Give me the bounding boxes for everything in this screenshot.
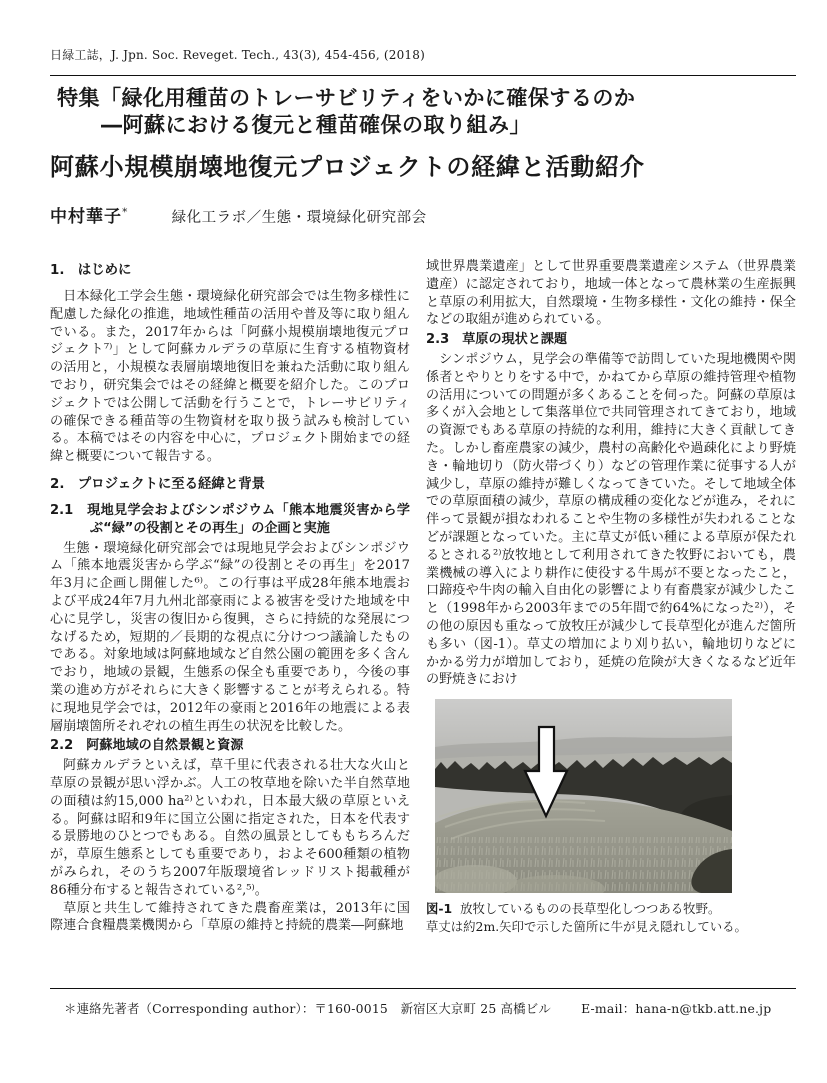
corresponding-author-mark: *: [122, 205, 129, 219]
figure-1-label: 図-1: [426, 901, 453, 917]
corresponding-author-email: E-mail：hana-n@tkb.att.ne.jp: [581, 1001, 772, 1016]
author-affiliation: 緑化工ラボ／生態・環境緑化研究部会: [171, 210, 427, 226]
journal-citation: 日緑工誌，J. Jpn. Soc. Reveget. Tech., 43(3), 454-456, (2018): [50, 48, 425, 62]
section-1-paragraph: 日本緑化工学会生態・環境緑化研究部会では生物多様性に配慮した緑化の推進，地域性種苗の活用や普及等に取り組んでいる。また，2017年からは「阿蘇小規模崩壊地復元プロジェクト⁷⁾」として阿蘇カルデラの草原に生育する植物資材の活用と，小規模な表層崩壊地復旧を兼ねた活動に取り組んでおり，研究集会ではその経緯と概要を紹介した。このプロジェクトでは公開して活動を行うことで，トレーサビリティの確保できる種苗等の生物資材を取り扱う試みも検討している。本稿ではその内容を中心に，プロジェクト開始までの経緯と概要について報告する。: [50, 289, 410, 465]
article-title: 阿蘇小規模崩壊地復元プロジェクトの経緯と活動紹介: [50, 153, 645, 181]
figure-1-caption-text: 放牧しているものの長草型化しつつある牧野。: [460, 901, 721, 917]
special-feature-heading: [57, 85, 787, 139]
section-2-1-heading: 2.1 現地見学会およびシンポジウム「熊本地震災害から学ぶ“緑”の役割とその再生」の企画と実施: [50, 502, 410, 536]
figure-1-caption: [426, 900, 796, 935]
special-feature-line1: 特集「緑化用種苗のトレーサビリティをいかに確保するのか: [57, 86, 636, 110]
section-2-1-paragraph: 生態・環境緑化研究部会では現地見学会およびシンポジウム「熊本地震災害から学ぶ“緑”の役割とその再生」を2017年3月に企画し開催した⁶⁾。この行事は平成28年熊本地震および平成24年7月九州北部豪雨による被害を受けた地域を中心に見学し，災害の復旧から復興，さらに持続的な発展につなげるため，短期的／長期的な視点に分けつつ議論したものである。対象地域は阿蘇地域など自然公園の範囲を多く含んでおり，地域の景観，生態系の保全も重要であり，今後の事業の進め方がそれらに大きく影響することが考えられる。特に現地見学会では，2012年の豪雨と2016年の地震による表層崩壊箇所それぞれの植生再生の状況を比較した。: [50, 540, 410, 734]
section-2-2-paragraph-2: 草原と共生して維持されてきた農畜産業は，2013年に国際連合食糧農業機関から「草原の維持と持続的農業―阿蘇地: [50, 900, 410, 934]
two-column-body: [50, 258, 796, 935]
figure-1-caption-line2: 草丈は約2m.矢印で示した箇所に牛が見え隠れしている。: [426, 918, 747, 934]
corresponding-author-address: ＊連絡先著者（Corresponding author）：〒160-0015 新宿区大京町 25 高橋ビル: [64, 1001, 551, 1016]
section-2-2-continuation-paragraph: 域世界農業遺産」として世界重要農業遺産システム（世界農業遺産）に認定されており，地域一体となって農林業の生産振興と草原の利用拡大，自然環境・生物多様性・文化の維持・保全などの取組が進められている。: [426, 259, 796, 328]
author-row: [50, 202, 795, 227]
corresponding-author-note: [64, 999, 796, 1017]
left-column: [50, 258, 410, 935]
header-divider: [50, 75, 796, 76]
figure-1-caption-line1: [426, 900, 796, 918]
section-2-2-heading: 2.2 阿蘇地域の自然景観と資源: [50, 738, 244, 754]
author-name-text: 中村華子: [50, 207, 122, 227]
section-2-3-paragraph: シンポジウム，見学会の準備等で訪問していた現地機関や関係者とやりとりをする中で，かねてから草原の維持管理や植物の活用についての問題が多くあることを伺った。阿蘇の草原は多くが入会地として集落単位で共同管理されてきており，地域の資源でもある草原の持続的な利用，維持に大きく貢献してきた。しかし畜産農家の減少，農村の高齢化や過疎化により野焼き・輪地切り（防火帯づくり）などの管理作業に従事する人が減少し，草原の維持が難しくなってきていた。そして地域全体での草原面積の減少，草原の構成種の変化などが進み，それに伴って景観が損なわれることや生物の多様性が失われることなどが課題となっていた。主に草丈が低い種による草原が保たれるとされる²⁾放牧地として利用されてきた牧野においても，農業機械の導入により耕作に使役する牛馬が不要となったこと，口蹄疫や牛肉の輸入自由化の影響により有畜農家が減少したこと（1998年から2003年までの5年間で約64%になった²⁾），その他の原因も重なって放牧圧が減少して長草型化が進んだ箇所も多い（図-1）。草丈の増加により刈り払い，輪地切りなどにかかる労力が増加しており，延焼の危険が大きくなるなど近年の野焼きにおけ: [426, 351, 796, 688]
special-feature-line2: ―阿蘇における復元と種苗確保の取り組み」: [101, 113, 531, 137]
section-2-2-paragraph-1: 阿蘇カルデラといえば，草千里に代表される壮大な火山と草原の景観が思い浮かぶ。人工の牧草地を除いた半自然草地の面積は約15,000 ha²⁾といわれ，日本最大級の草原といえる。阿蘇は昭和9年に国立公園に指定された，日本を代表する景勝地のひとつでもある。自然の風景としてももちろんだが，草原生態系としても重要であり，およそ600種類の植物がみられ，そのうち2007年版環境省レッドリスト掲載種が86種分布すると報告されている²,⁵⁾。: [50, 758, 410, 898]
right-column: [426, 258, 796, 935]
section-2-heading: 2. プロジェクトに至る経緯と背景: [50, 476, 265, 492]
section-1-heading: 1. はじめに: [50, 263, 132, 278]
figure-1: [426, 699, 796, 935]
section-2-3-heading: 2.3 草原の現状と課題: [426, 332, 568, 348]
author-name: [50, 207, 129, 227]
footnote-divider: [50, 988, 796, 989]
pasture-photo: [435, 699, 732, 893]
